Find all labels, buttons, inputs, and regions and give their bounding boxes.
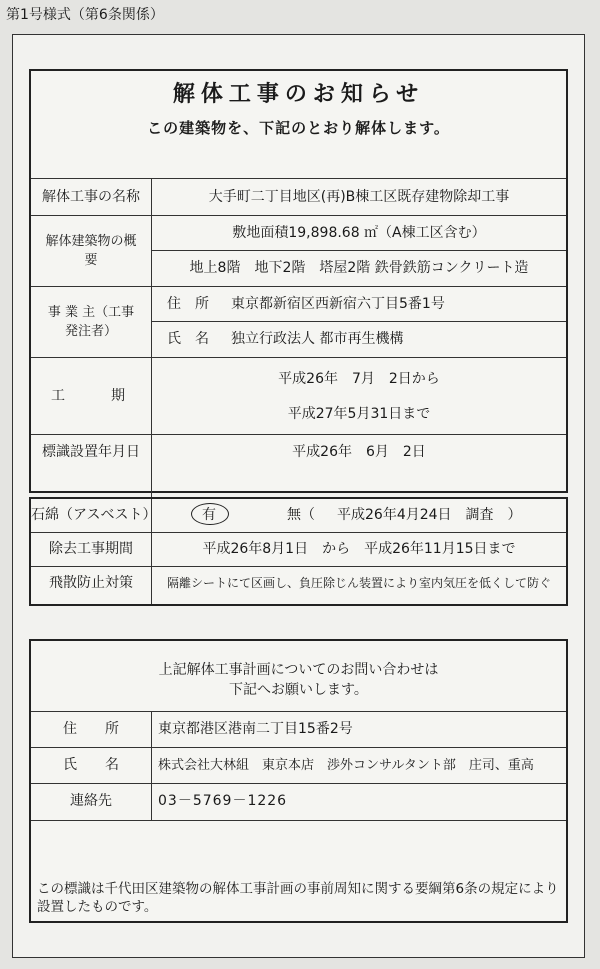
contact-intro-line1: 上記解体工事計画についてのお問い合わせは [158, 662, 439, 678]
notice-sheet [12, 34, 585, 958]
contact-phone-label: 連絡先 [70, 793, 112, 809]
contact-name-label: 氏 名 [63, 757, 119, 773]
contact-phone-value: 03－5769－1226 [158, 793, 288, 809]
project-name-value: 大手町二丁目地区(再)B棟工区既存建物除却工事 [208, 188, 510, 205]
overview-label: 解体建築物の概要 [45, 234, 137, 268]
overview-structure: 地上8階 地下2階 塔屋2階 鉄骨鉄筋コンクリート造 [189, 260, 529, 276]
prevention-label: 飛散防止対策 [49, 575, 133, 591]
asbestos-box [29, 497, 568, 606]
sign-date-label: 標識設置年月日 [42, 443, 140, 460]
contact-name-value: 株式会社大林組 東京本店 渉外コンサルタント部 庄司、重高 [158, 758, 534, 773]
owner-name-value: 独立行政法人 都市再生機構 [231, 331, 404, 347]
overview-area: 敷地面積19,898.68 ㎡（A棟工区含む） [232, 224, 486, 241]
owner-address-label: 住 所 [167, 295, 209, 312]
notice-title: 解体工事のお知らせ [172, 82, 425, 107]
contact-intro-line2: 下記へお願いします。 [229, 682, 368, 698]
footer-note: この標識は千代田区建築物の解体工事計画の事前周知に関する要綱第6条の規定により設置したものです。 [37, 881, 559, 915]
notice-box [29, 69, 568, 493]
notice-subtitle: この建築物を、下記のとおり解体します。 [147, 119, 450, 137]
period-to: 平成27年5月31日まで [287, 405, 431, 422]
sign-date-value: 平成26年 6月 2日 [292, 443, 426, 460]
owner-name-label: 氏 名 [167, 331, 209, 347]
prevention-value: 隔離シートにて区画し、負圧除じん装置により室内気圧を低くして防ぐ [166, 576, 551, 590]
asbestos-yes: 有 [202, 507, 216, 523]
owner-address-value: 東京都新宿区西新宿六丁目5番1号 [231, 295, 445, 312]
period-label: 工 期 [51, 387, 131, 404]
period-from: 平成26年 7月 2日から [278, 370, 440, 387]
asbestos-no: 無（ [287, 507, 315, 523]
contact-address-value: 東京都港区港南二丁目15番2号 [158, 721, 353, 737]
owner-label: 事 業 主（工事発注者） [47, 305, 135, 339]
contact-address-label: 住 所 [63, 721, 119, 737]
form-number: 第1号様式（第6条関係） [6, 7, 164, 23]
removal-value: 平成26年8月1日 から 平成26年11月15日まで [202, 541, 516, 557]
contact-box [29, 639, 568, 923]
asbestos-label: 石綿（アスベスト） [31, 507, 157, 523]
project-name-label: 解体工事の名称 [42, 188, 140, 205]
asbestos-survey: 平成26年4月24日 調査 ） [337, 507, 522, 523]
removal-label: 除去工事期間 [49, 541, 133, 557]
